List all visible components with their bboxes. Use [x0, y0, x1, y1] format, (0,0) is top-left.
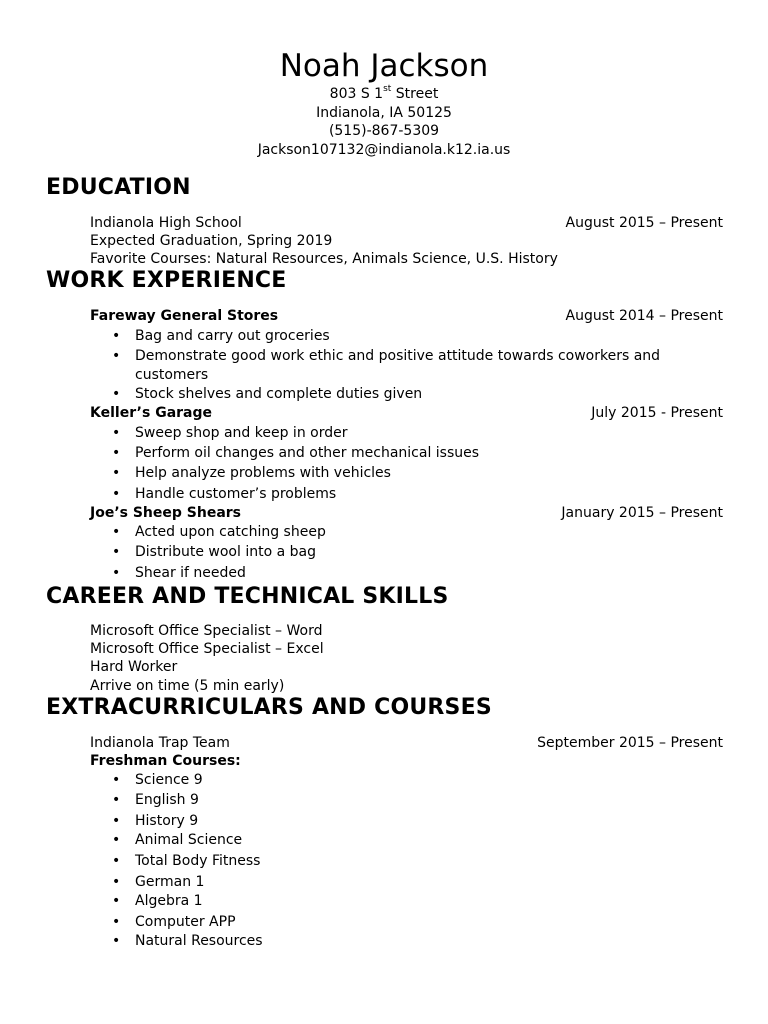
bullet-icon: • — [112, 914, 121, 930]
school-name: Indianola High School — [90, 215, 242, 231]
list-item-text: Animal Science — [135, 832, 243, 848]
list-item-text: Computer APP — [135, 914, 236, 930]
list-item-text: Sweep shop and keep in order — [135, 425, 348, 441]
street-address — [0, 85, 768, 104]
job-title: Fareway General Stores — [90, 308, 279, 324]
bullet-icon: • — [112, 328, 121, 344]
list-item-text: Natural Resources — [135, 933, 263, 949]
list-item-text: Total Body Fitness — [135, 853, 261, 869]
bullet-icon: • — [112, 565, 121, 581]
bullet-icon: • — [112, 832, 121, 848]
bullet-icon: • — [112, 544, 121, 560]
skill-item: Microsoft Office Specialist – Excel — [90, 641, 324, 657]
job-title-row — [90, 504, 723, 522]
list-item-text: Bag and carry out groceries — [135, 328, 330, 344]
bullet-icon: • — [112, 465, 121, 481]
job-title: Keller’s Garage — [90, 405, 213, 421]
list-item-text: customers — [135, 367, 209, 383]
education-school-row — [90, 214, 723, 232]
bullet-icon: • — [112, 813, 121, 829]
skills-heading: CAREER AND TECHNICAL SKILLS — [46, 584, 449, 609]
job-dates: January 2015 – Present — [561, 505, 723, 521]
bullet-icon: • — [112, 853, 121, 869]
list-item-text: Shear if needed — [135, 565, 246, 581]
work-experience-heading: WORK EXPERIENCE — [46, 268, 287, 293]
bullet-icon: • — [112, 524, 121, 540]
skill-item: Arrive on time (5 min early) — [90, 678, 285, 694]
address-street: Street — [391, 86, 439, 102]
bullet-icon: • — [112, 445, 121, 461]
list-item-text: Demonstrate good work ethic and positive attitude towards coworkers and — [135, 348, 661, 364]
list-item-text: History 9 — [135, 813, 199, 829]
graduation-line: Expected Graduation, Spring 2019 — [90, 233, 333, 249]
list-item-text: Handle customer’s problems — [135, 486, 337, 502]
city-state-zip: Indianola, IA 50125 — [316, 104, 452, 121]
list-item-text: Perform oil changes and other mechanical issues — [135, 445, 480, 461]
bullet-icon: • — [112, 486, 121, 502]
bullet-icon: • — [112, 874, 121, 890]
education-heading: EDUCATION — [46, 175, 191, 200]
list-item-text: Help analyze problems with vehicles — [135, 465, 391, 481]
list-item-text: Science 9 — [135, 772, 203, 788]
bullet-icon: • — [112, 348, 121, 364]
activity-name: Indianola Trap Team — [90, 735, 230, 751]
favorite-courses-line: Favorite Courses: Natural Resources, Animals Science, U.S. History — [90, 251, 558, 267]
applicant-name: Noah Jackson — [279, 48, 489, 84]
list-item-text: Acted upon catching sheep — [135, 524, 326, 540]
school-dates: August 2015 – Present — [565, 215, 723, 231]
job-dates: July 2015 - Present — [591, 405, 723, 421]
extracurriculars-heading: EXTRACURRICULARS AND COURSES — [46, 695, 492, 720]
job-dates: August 2014 – Present — [565, 308, 723, 324]
list-item-text: Stock shelves and complete duties given — [135, 386, 423, 402]
bullet-icon: • — [112, 893, 121, 909]
bullet-icon: • — [112, 772, 121, 788]
activity-row — [90, 734, 723, 752]
address-ordinal: st — [383, 84, 392, 95]
skill-item: Microsoft Office Specialist – Word — [90, 623, 323, 639]
list-item-text: English 9 — [135, 792, 199, 808]
bullet-icon: • — [112, 933, 121, 949]
freshman-courses-label: Freshman Courses: — [90, 753, 241, 769]
list-item-text: Algebra 1 — [135, 893, 203, 909]
job-title-row — [90, 307, 723, 325]
activity-dates: September 2015 – Present — [537, 735, 723, 751]
list-item-text: Distribute wool into a bag — [135, 544, 316, 560]
address-number: 803 S 1 — [329, 86, 384, 102]
list-item-text: German 1 — [135, 874, 205, 890]
job-title-row — [90, 404, 723, 422]
phone-number: (515)-867-5309 — [328, 123, 440, 139]
email-address: Jackson107132@indianola.k12.ia.us — [257, 141, 511, 158]
bullet-icon: • — [112, 425, 121, 441]
skill-item: Hard Worker — [90, 659, 178, 675]
bullet-icon: • — [112, 386, 121, 402]
job-title: Joe’s Sheep Shears — [90, 505, 242, 521]
contact-block — [0, 85, 768, 159]
bullet-icon: • — [112, 792, 121, 808]
